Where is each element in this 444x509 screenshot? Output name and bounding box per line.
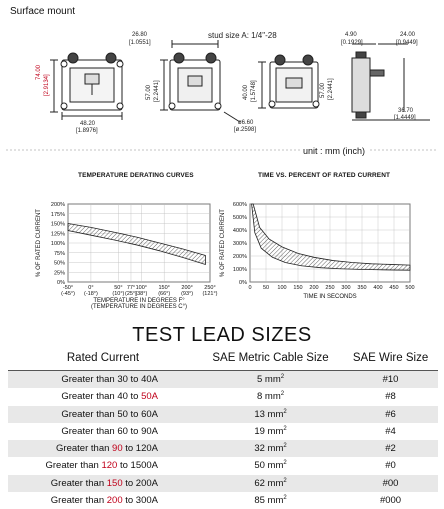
y-tick-label: 100% xyxy=(50,241,65,247)
x-tick-label: 250° xyxy=(204,285,216,291)
x-axis-label-c: (TEMPERATURE IN DEGREES C°) xyxy=(91,304,187,310)
dim-26-inch: [1.0551] xyxy=(129,40,151,46)
leads-title: TEST LEAD SIZES xyxy=(132,324,312,346)
dim-hole-inch: [ø.2598] xyxy=(234,127,257,133)
dim-57: 57.00 xyxy=(146,84,152,100)
y-tick-label: 400% xyxy=(232,228,247,234)
y-tick-label: 500% xyxy=(232,215,247,221)
x-axis-label: TIME IN SECONDS xyxy=(303,294,357,300)
x-tick-label: 150° xyxy=(158,285,170,291)
dim-24: 24.00 xyxy=(400,32,416,38)
x-tick-label: -50° xyxy=(62,285,74,291)
x-tick-label-c: (-45°) xyxy=(61,291,75,297)
metric-size-cell: 50 $mm^2$ xyxy=(254,460,287,472)
metric-size-cell: 19 $mm^2$ xyxy=(254,425,287,437)
dim-40: 40.00 xyxy=(243,84,249,100)
top-view xyxy=(160,40,240,122)
x-tick-label: 150 xyxy=(293,285,303,291)
col-wire-size: SAE Wire Size xyxy=(343,346,438,371)
dim-36-7-inch: [1.4449] xyxy=(394,115,416,121)
y-tick-label: 175% xyxy=(50,211,65,218)
table-row xyxy=(8,475,438,492)
dim-48: 48.20 xyxy=(80,121,96,127)
mechanical-drawing xyxy=(0,0,444,160)
dim-24-inch: [0.9449] xyxy=(396,40,418,46)
x-tick-label: 0° xyxy=(88,285,94,291)
x-tick-label-c: (93°) xyxy=(181,291,194,297)
y-tick-label: 0% xyxy=(239,280,247,286)
x-tick-label: 350 xyxy=(357,285,367,291)
x-tick-label: 50° xyxy=(114,285,123,291)
col-metric-size: SAE Metric Cable Size xyxy=(198,346,343,371)
dim-36-7: 36.70 xyxy=(398,108,414,114)
y-tick-label: 300% xyxy=(232,241,247,247)
x-axis-label: TEMPERATURE IN DEGREES F° xyxy=(93,298,185,304)
y-tick-label: 75% xyxy=(53,250,65,257)
dim-value: [2.9134] xyxy=(44,74,50,96)
y-tick-label: 0% xyxy=(57,280,65,286)
table-row xyxy=(8,457,438,474)
rated-current-cell: Greater than 150 to 200A xyxy=(8,475,198,492)
table-row xyxy=(8,440,438,457)
dim-hole: ø6.60 xyxy=(238,120,254,126)
metric-size-cell: 13 $mm^2$ xyxy=(198,406,343,423)
dim-40-inch: [1.5748] xyxy=(251,80,257,102)
page-title: Surface mount xyxy=(10,6,76,17)
wire-size-cell: #10 xyxy=(343,371,438,389)
wire-size-cell: #6 xyxy=(343,406,438,423)
x-tick-label: 100 xyxy=(277,285,287,291)
table-row xyxy=(8,388,438,405)
wire-size-cell: #8 xyxy=(385,391,396,403)
dim-48-inch: [1.8976] xyxy=(76,128,98,134)
x-tick-label: 450 xyxy=(389,285,399,291)
x-tick-label: 200 xyxy=(309,285,319,291)
side-view xyxy=(352,44,430,120)
col-rated-current: Rated Current xyxy=(8,346,198,371)
chart1-title: TEMPERATURE DERATING CURVES xyxy=(78,172,194,179)
metric-size-cell: 62 $mm^2$ xyxy=(198,475,343,492)
wire-size-cell: #4 xyxy=(385,425,396,437)
dim-74 xyxy=(36,65,42,80)
table-row xyxy=(8,406,438,423)
metric-size-cell: 32 $mm^2$ xyxy=(198,440,343,457)
dim-4-9: 4.90 xyxy=(345,32,357,38)
rated-current-cell: Greater than 30 to 40A xyxy=(8,371,198,389)
dim-57-rear-inch: [2.2441] xyxy=(328,78,334,100)
x-tick-label: 500 xyxy=(405,285,415,291)
wire-size-cell: #0 xyxy=(385,460,396,472)
dim-74-inch xyxy=(44,74,50,96)
x-tick-label-c: (38°) xyxy=(135,291,148,297)
dim-57-inch: [2.2441] xyxy=(154,80,160,102)
rated-current-cell: Greater than 90 to 120A xyxy=(8,440,198,457)
y-tick-label: 125% xyxy=(50,231,65,238)
x-tick-label-c: (66°) xyxy=(158,291,171,297)
y-tick-label: 600% xyxy=(232,202,247,208)
derating-chart xyxy=(36,202,218,310)
rated-current-cell: Greater than 40 to 50A xyxy=(61,391,158,403)
x-tick-label: 100° xyxy=(135,285,147,291)
x-tick-label: 250 xyxy=(325,285,335,291)
metric-size-cell: 85 $mm^2$ xyxy=(254,494,287,506)
units-label: unit : mm (inch) xyxy=(300,146,368,156)
x-tick-label: 300 xyxy=(341,285,351,291)
metric-size-cell: 5 $mm^2$ xyxy=(198,371,343,389)
x-tick-label-c: (25°) xyxy=(124,291,137,297)
stud-size-label: stud size A: 1/4"-28 xyxy=(208,31,277,40)
rated-current-cell: Greater than 200 to 300A xyxy=(50,494,158,506)
rear-view xyxy=(258,55,319,108)
rated-current-cell: Greater than 120 to 1500A xyxy=(45,460,158,472)
dim-26: 26.80 xyxy=(132,32,148,38)
dim-value: 74.00 xyxy=(36,64,42,80)
x-tick-label-c: (10°) xyxy=(112,291,125,297)
x-tick-label: 0 xyxy=(248,285,252,291)
y-tick-label: 200% xyxy=(232,254,247,260)
leads-header-row xyxy=(8,346,438,371)
dim-4-9-inch: [0.1929] xyxy=(341,40,363,46)
charts-svg xyxy=(0,180,444,320)
y-tick-label: 50% xyxy=(53,260,65,267)
y-tick-label: 200% xyxy=(50,202,65,208)
wire-size-cell: #2 xyxy=(343,440,438,457)
x-tick-label-c: (-18°) xyxy=(83,291,98,297)
x-tick-label-c: (121°) xyxy=(202,291,218,297)
table-row xyxy=(8,423,438,440)
front-view xyxy=(50,53,123,120)
y-axis-label: % OF RATED CURRENT xyxy=(220,209,226,277)
chart2-title: TIME VS. PERCENT OF RATED CURRENT xyxy=(258,172,391,179)
y-tick-label: 150% xyxy=(50,221,65,228)
table-row xyxy=(8,371,438,389)
y-axis-label: % OF RATED CURRENT xyxy=(36,209,42,277)
wire-size-cell: #000 xyxy=(379,494,402,506)
rated-current-cell: Greater than 60 to 90A xyxy=(61,425,158,437)
x-tick-label: 400 xyxy=(373,285,383,291)
dim-57-rear: 57.00 xyxy=(320,82,326,98)
table-row xyxy=(8,492,438,509)
metric-size-cell: 8 $mm^2$ xyxy=(256,391,285,403)
leads-table xyxy=(8,346,438,509)
wire-size-cell: #00 xyxy=(343,475,438,492)
y-tick-label: 100% xyxy=(232,267,247,273)
time-current-chart xyxy=(220,202,415,300)
x-tick-label: 200° xyxy=(181,285,193,291)
x-tick-label: 50 xyxy=(262,285,270,291)
rated-current-cell: Greater than 50 to 60A xyxy=(8,406,198,423)
x-tick-label: 77° xyxy=(126,285,136,291)
y-tick-label: 25% xyxy=(53,270,65,277)
